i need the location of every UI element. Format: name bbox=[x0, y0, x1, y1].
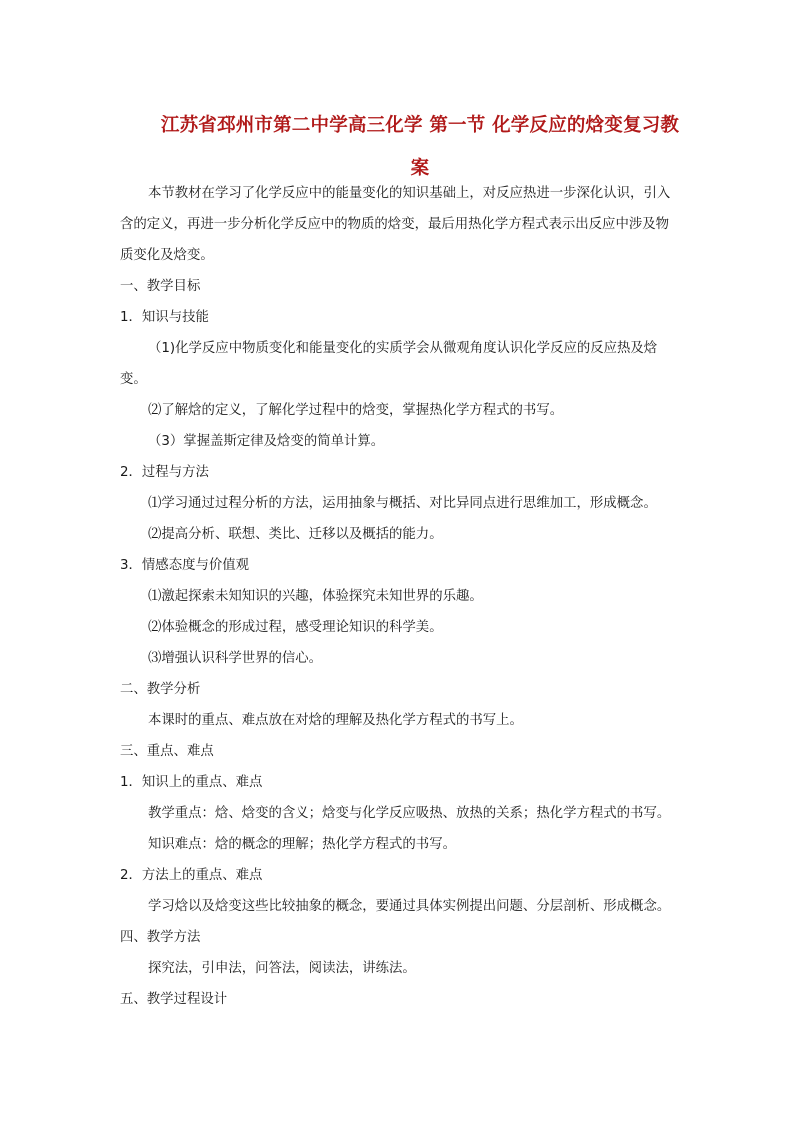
key-point-item: 学习焓以及焓变这些比较抽象的概念，要通过具体实例提出问题、分层剖析、形成概念。 bbox=[148, 899, 671, 914]
objective-item: ⑵了解焓的定义，了解化学过程中的焓变，掌握热化学方程式的书写。 bbox=[148, 403, 564, 418]
section-heading-analysis: 二、教学分析 bbox=[120, 682, 201, 697]
section-heading-key-points: 三、重点、难点 bbox=[120, 744, 214, 759]
objective-item: ⑶增强认识科学世界的信心。 bbox=[148, 651, 323, 666]
section-heading-methods: 四、教学方法 bbox=[120, 930, 201, 945]
analysis-text: 本课时的重点、难点放在对焓的理解及热化学方程式的书写上。 bbox=[148, 713, 523, 728]
section-heading-process-design: 五、教学过程设计 bbox=[120, 992, 228, 1007]
subheading-method-key-points: 2．方法上的重点、难点 bbox=[120, 868, 263, 883]
objective-item: ⑵提高分析、联想、类比、迁移以及概括的能力。 bbox=[148, 527, 443, 542]
objective-item: （1)化学反应中物质变化和能量变化的实质学会从微观角度认识化学反应的反应热及焓变。 bbox=[120, 341, 658, 387]
subheading-process-methods: 2．过程与方法 bbox=[120, 465, 209, 480]
subheading-knowledge-key-points: 1．知识上的重点、难点 bbox=[120, 775, 263, 790]
objective-item: ⑴学习通过过程分析的方法，运用抽象与概括、对比异同点进行思维加工，形成概念。 bbox=[148, 496, 657, 511]
title-line-2: 案 bbox=[410, 158, 430, 179]
objective-item: （3）掌握盖斯定律及焓变的简单计算。 bbox=[148, 434, 385, 449]
key-point-item: 教学重点：焓、焓变的含义；焓变与化学反应吸热、放热的关系；热化学方程式的书写。 bbox=[148, 806, 671, 821]
subheading-knowledge-skills: 1．知识与技能 bbox=[120, 310, 209, 325]
intro-paragraph: 本节教材在学习了化学反应中的能量变化的知识基础上，对反应热进一步深化认识，引入含的定义，再进一步分析化学反应中的物质的焓变，最后用热化学方程式表示出反应中涉及物质变化及焓变。 bbox=[120, 186, 671, 263]
objective-item: ⑴激起探索未知知识的兴趣，体验探究未知世界的乐趣。 bbox=[148, 589, 483, 604]
section-heading-objectives: 一、教学目标 bbox=[120, 279, 201, 294]
title-line-1: 江苏省邳州市第二中学高三化学 第一节 化学反应的焓变复习教 bbox=[160, 115, 680, 136]
subheading-attitudes-values: 3．情感态度与价值观 bbox=[120, 558, 250, 573]
key-point-item: 知识难点：焓的概念的理解；热化学方程式的书写。 bbox=[148, 837, 456, 852]
document-body bbox=[120, 178, 680, 1015]
methods-text: 探究法，引申法，问答法，阅读法，讲练法。 bbox=[148, 961, 416, 976]
objective-item: ⑵体验概念的形成过程，感受理论知识的科学美。 bbox=[148, 620, 443, 635]
